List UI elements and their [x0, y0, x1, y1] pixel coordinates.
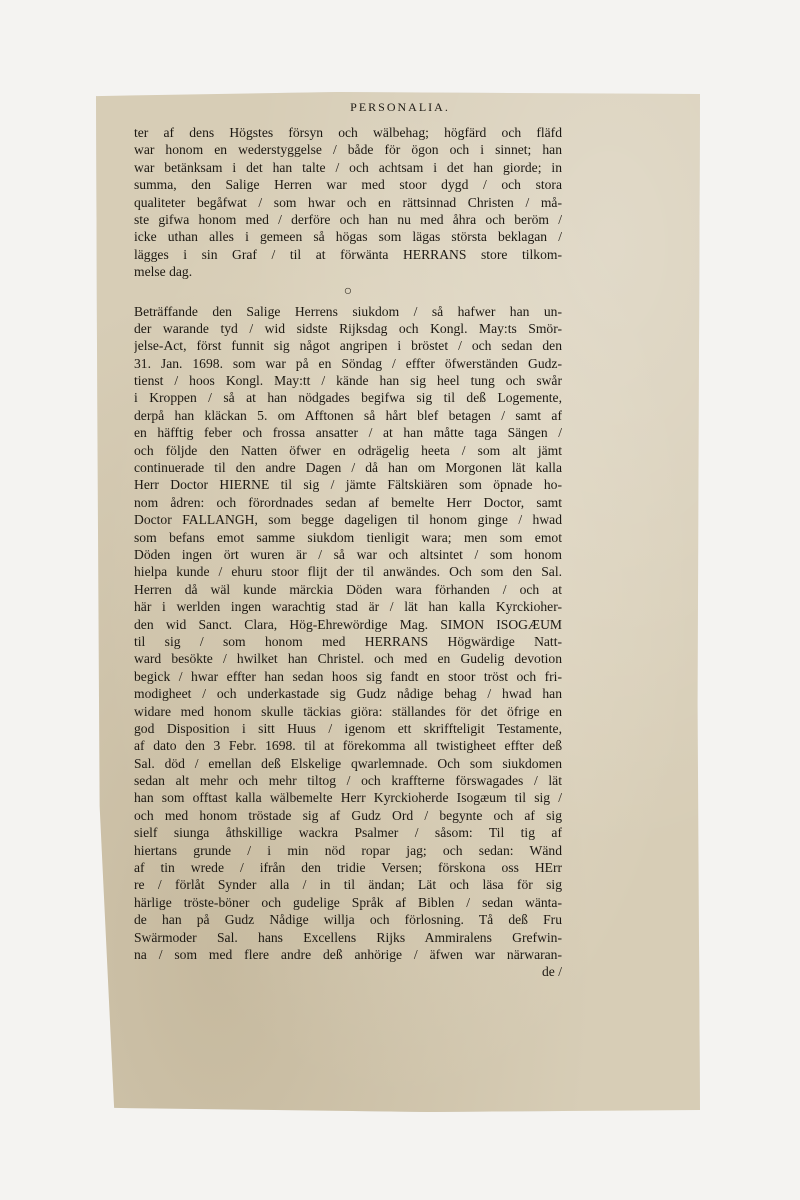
text-line: na / som med flere andre deß anhörige / äfwen war närwaran- [134, 946, 562, 962]
text-line: der warande tyd / wid sidste Rijksdag och Kongl. May:ts Smör- [134, 320, 562, 336]
text-line: continuerade til den andre Dagen / då han om Morgonen lät kalla [134, 460, 562, 476]
text-line: Beträffande den Salige Herrens siukdom / så hafwer han un- [134, 303, 562, 319]
text-line: jelse-Act, först funnit sig något angripen i bröstet / och sedan den [134, 338, 562, 354]
paragraph-2 [134, 303, 562, 964]
text-line: som befans emot samme siukdom tienligit wara; men som emot [134, 529, 562, 545]
text-line: här i werlden ingen warachtig stad är / lät han kalla Kyrckioher- [134, 599, 562, 615]
text-line: melse dag. [134, 264, 193, 280]
text-line: ward besökte / hwilket han Christel. och med en Gudelig devotion [134, 651, 562, 667]
text-line: Herren då wäl kunde märckia Döden wara förhanden / och at [134, 581, 562, 597]
text-line: af dato den 3 Febr. 1698. til at förekomma all twistigheet effter deß [134, 738, 562, 754]
text-line: re / förlåt Synder alla / in til ändan; Lät och läsa för sig [134, 877, 562, 893]
text-line: han som offtast kalla wälbemelte Herr Kyrckioherde Isogæum til sig / [134, 790, 562, 806]
text-line: härlige tröste-böner och gudelige Språk af Biblen / sedan wänta- [134, 894, 562, 910]
text-line: begick / hwar effter han sedan hoos sig fandt en stoor tröst och fri- [134, 668, 562, 684]
text-line: af tin wrede / ifrån den tridie Versen; förskona oss HErr [134, 860, 562, 876]
text-line: lägges i sin Graf / til at förwänta HERRANS store tilkom- [134, 246, 562, 262]
catchword: de / [541, 964, 562, 980]
text-line: den wid Sanct. Clara, Hög-Ehrewördige Mag. SIMON ISOGÆUM [134, 616, 562, 632]
text-line: i Kroppen / så at han nödgades begifwa sig til deß Logemente, [134, 390, 562, 406]
text-line: sedan alt mehr och mehr tiltog / och kraffterne förswagades / lät [134, 773, 562, 789]
text-line: god Disposition i sitt Huus / igenom ett skriffteligit Testamente, [134, 720, 562, 736]
text-line: de han på Gudz Nådige willja och förlosning. Tå deß Fru [134, 912, 562, 928]
text-line: tienst / hoos Kongl. May:tt / kände han sig heel tung och swår [134, 373, 562, 389]
page-header: PERSONALIA. [350, 100, 450, 114]
text-line: Doctor FALLANGH, som begge dageligen til honom ginge / hwad [134, 512, 562, 528]
text-line: war betänksam i det han talte / och achtsam i det han giorde; in [134, 159, 562, 175]
text-line: Swärmoder Sal. hans Excellens Rijks Ammiralens Grefwin- [134, 929, 562, 945]
text-line: Döden ingen ört wuren är / så war och altsintet / som honom [134, 546, 562, 562]
text-line: ter af dens Högstes försyn och wälbehag; högfärd och fläfd [134, 125, 562, 140]
text-line: modigheet / och underkastade sig Gudz nådige behag / hwad han [134, 686, 562, 702]
text-line: och följde den Natten öfwer en odrägelig heeta / som alt jämt [134, 442, 562, 458]
text-line: en häfftig feber och frossa ansatter / at han måtte taga Sängen / [134, 425, 562, 441]
text-line: Sal. död / emellan deß Elskelige qwarlemnade. Och som siukdomen [134, 755, 562, 771]
text-line: widare med honom skulle täckias giöra: ställandes för det öfrige en [134, 703, 562, 719]
text-line: qualiteter begåfwat / som hwar och en rättsinnad Christen / må- [134, 194, 562, 210]
text-line: icke uthan alles i gemeen så högas som lägas största beklagan / [134, 229, 562, 245]
text-line: war honom en wederstyggelse / både för ögon och i sinnet; han [134, 142, 562, 158]
text-line: ste gifwa honom med / derföre och han nu med åhra och beröm / [134, 211, 562, 227]
text-line: hielpa kunde / ehuru stoor flijt der til anwändes. Och som den Sal. [134, 564, 562, 580]
text-line: Herr Doctor HIERNE til sig / jämte Fältskiären som öpnade ho- [134, 477, 562, 493]
text-line: nom ådren: och förordnades sedan af bemelte Herr Doctor, samt [134, 494, 562, 510]
document-body [134, 124, 562, 981]
text-line: 31. Jan. 1698. som war på en Söndag / effter öfwerständen Gudz- [134, 355, 562, 371]
ornament: ○ [343, 283, 353, 299]
text-line: til sig / som honom med HERRANS Högwärdige Natt- [134, 633, 562, 649]
text-line: summa, den Salige Herren war med stoor dygd / och stora [134, 177, 562, 193]
text-line: och med honom tröstade sig af Gudz Ord / begynte och af sig [134, 807, 562, 823]
paragraph-1 [134, 124, 562, 281]
text-line: hiertans grunde / i min nöd ropar jag; och sedan: Wänd [134, 842, 562, 858]
text-line: sielf siunga åthskillige wackra Psalmer / såsom: Til tig af [134, 825, 562, 841]
text-line: derpå han kläckan 5. om Afftonen så hårt blef betagen / samt af [134, 407, 562, 423]
